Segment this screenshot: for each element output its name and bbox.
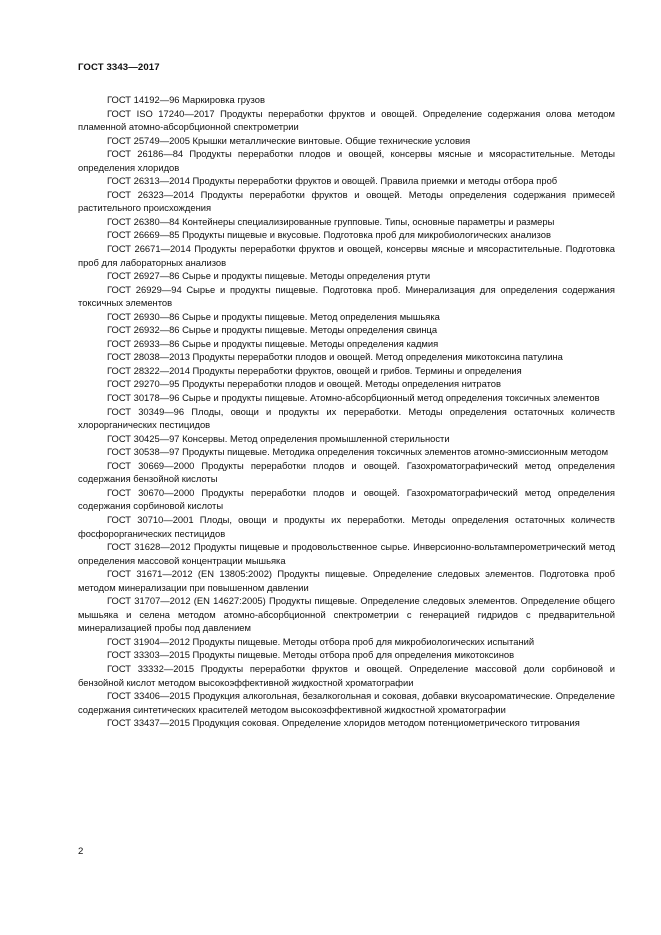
reference-item: ГОСТ 26313—2014 Продукты переработки фруктов и овощей. Правила приемки и методы отбора проб — [107, 175, 558, 187]
reference-item: ГОСТ 30425—97 Консервы. Метод определения промышленной стерильности — [107, 432, 450, 444]
reference-item: ГОСТ 14192—96 Маркировка грузов — [107, 94, 265, 105]
reference-item: ГОСТ 31707—2012 (EN 14627:2005) Продукты пищевые. Определение следовых элементов. Определение общего мышьяка и селена методом атомно-абсорбционной спектрометрии с генерацией гидридов с предварительной минерализацией пробы под давлением — [78, 595, 615, 634]
reference-item: ГОСТ 26186—84 Продукты переработки плодов и овощей, консервы мясные и мясорастительные. Методы определения хлоридов — [78, 148, 615, 173]
reference-item: ГОСТ 31904—2012 Продукты пищевые. Методы отбора проб для микробиологических испытаний — [107, 635, 535, 647]
reference-item: ГОСТ 30538—97 Продукты пищевые. Методика определения токсичных элементов атомно-эмиссионным методом — [107, 446, 609, 458]
reference-item: ГОСТ 31671—2012 (EN 13805:2002) Продукты пищевые. Определение следовых элементов. Подготовка проб методом минерализации при повышенном давлении — [78, 568, 615, 593]
reference-item: ГОСТ 30178—96 Сырье и продукты пищевые. Атомно-абсорбционный метод определения токсичных элементов — [107, 392, 600, 404]
document-header: ГОСТ 3343—2017 — [78, 62, 160, 73]
reference-item: ГОСТ 25749—2005 Крышки металлические винтовые. Общие технические условия — [107, 134, 471, 146]
reference-item: ГОСТ 26927—86 Сырье и продукты пищевые. Методы определения ртути — [107, 270, 431, 282]
reference-item: ГОСТ 29270—95 Продукты переработки плодов и овощей. Методы определения нитратов — [107, 378, 501, 390]
reference-item: ГОСТ ISO 17240—2017 Продукты переработки фруктов и овощей. Определение содержания олова методом пламенной атомно-абсорбционной спектрометрии — [78, 107, 615, 133]
reference-item: ГОСТ 31628—2012 Продукты пищевые и продовольственное сырье. Инверсионно-вольтамперометрический метод определения массовой концентрации мышьяка — [78, 541, 615, 566]
reference-item: ГОСТ 33406—2015 Продукция алкогольная, безалкогольная и соковая, добавки вкусоароматические. Определение содержания синтетических красителей методом высокоэффективной жидкостной хроматографии — [78, 690, 615, 715]
reference-item: ГОСТ 26930—86 Сырье и продукты пищевые. Метод определения мышьяка — [107, 310, 440, 322]
reference-item: ГОСТ 26669—85 Продукты пищевые и вкусовые. Подготовка проб для микробиологических анализов — [107, 229, 551, 241]
reference-item: ГОСТ 26929—94 Сырье и продукты пищевые. Подготовка проб. Минерализация для определения содержания токсичных элементов — [78, 283, 615, 309]
reference-item: ГОСТ 30349—96 Плоды, овощи и продукты их переработки. Методы определения остаточных количеств хлорорганических пестицидов — [78, 405, 615, 431]
normative-references-list — [78, 93, 615, 730]
reference-item: ГОСТ 33303—2015 Продукты пищевые. Методы отбора проб для определения микотоксинов — [107, 649, 515, 661]
reference-item: ГОСТ 30669—2000 Продукты переработки плодов и овощей. Газохроматографический метод определения содержания бензойной кислоты — [78, 459, 615, 485]
reference-item: ГОСТ 26932—86 Сырье и продукты пищевые. Методы определения свинца — [107, 324, 438, 336]
reference-item: ГОСТ 28322—2014 Продукты переработки фруктов, овощей и грибов. Термины и определения — [107, 364, 522, 376]
reference-item: ГОСТ 26933—86 Сырье и продукты пищевые. Методы определения кадмия — [107, 337, 439, 349]
reference-item: ГОСТ 26323—2014 Продукты переработки фруктов и овощей. Методы определения содержания примесей растительного происхождения — [78, 188, 615, 214]
reference-item: ГОСТ 30670—2000 Продукты переработки плодов и овощей. Газохроматографический метод определения содержания сорбиновой кислоты — [78, 486, 615, 512]
page-number: 2 — [78, 846, 84, 857]
reference-item: ГОСТ 26671—2014 Продукты переработки фруктов и овощей, консервы мясные и мясорастительные. Подготовка проб для лабораторных анализов — [78, 243, 615, 268]
reference-item: ГОСТ 28038—2013 Продукты переработки плодов и овощей. Метод определения микотоксина патулина — [107, 351, 563, 363]
reference-item: ГОСТ 26380—84 Контейнеры специализированные групповые. Типы, основные параметры и размеры — [107, 215, 555, 227]
reference-item: ГОСТ 33437—2015 Продукция соковая. Определение хлоридов методом потенциометрического титрования — [107, 717, 580, 729]
reference-item: ГОСТ 33332—2015 Продукты переработки фруктов и овощей. Определение массовой доли сорбиновой и бензойной кислот методом высокоэффективной жидкостной хроматографии — [78, 662, 615, 688]
reference-item: ГОСТ 30710—2001 Плоды, овощи и продукты их переработки. Методы определения остаточных количеств фосфорорганических пестицидов — [78, 513, 615, 539]
